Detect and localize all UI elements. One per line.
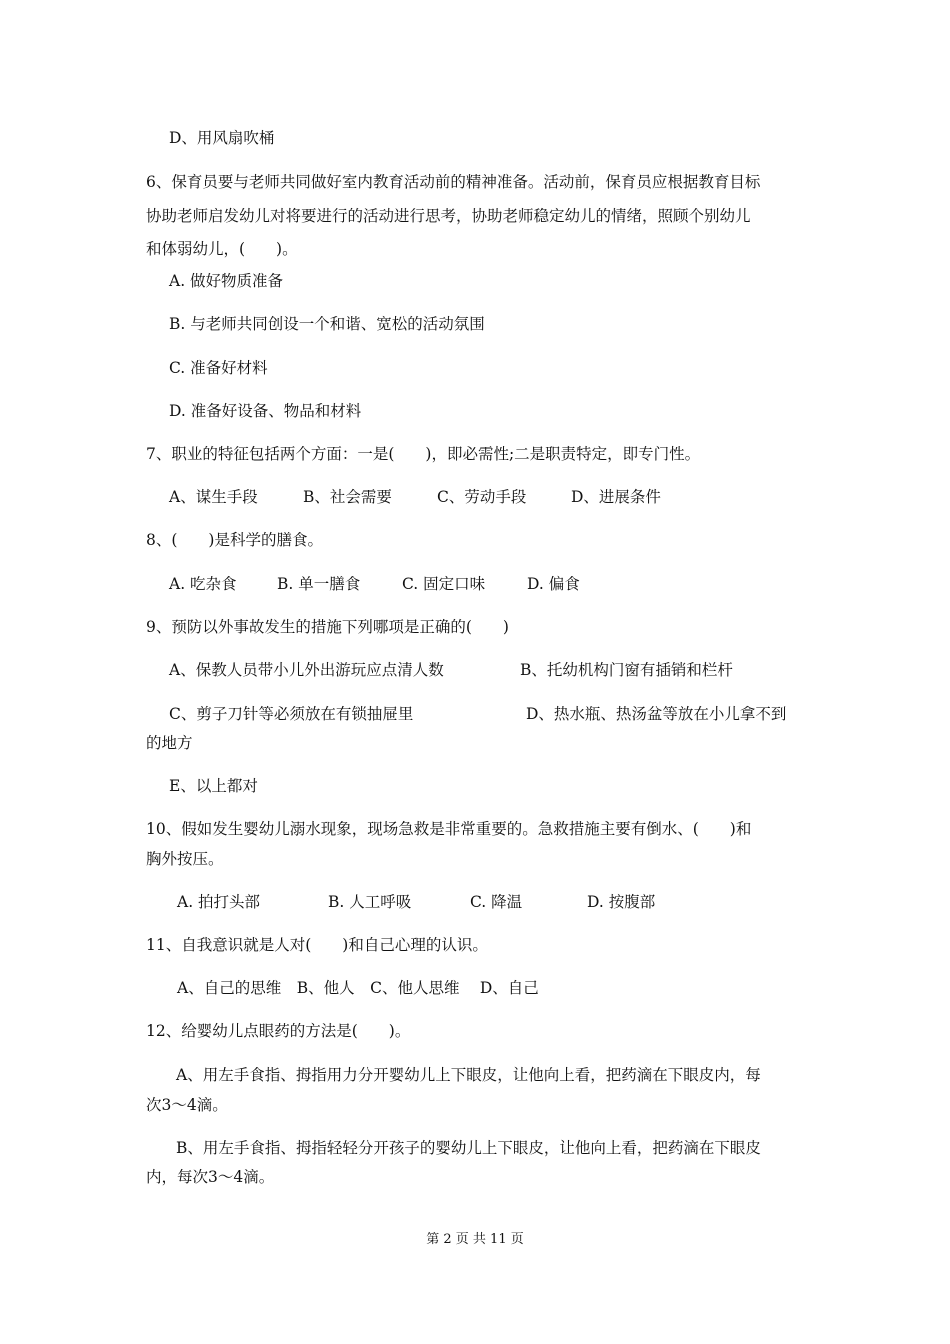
q12-option-a-line1: A、用左手食指、拇指用力分开婴幼儿上下眼皮，让他向上看，把药滴在下眼皮内，每 — [176, 1066, 761, 1084]
q6-option-b: B. 与老师共同创设一个和谐、宽松的活动氛围 — [169, 315, 485, 333]
q10-option-d: D. 按腹部 — [587, 893, 656, 911]
q10-text-line1: 10、假如发生婴幼儿溺水现象，现场急救是非常重要的。急救措施主要有倒水、( )和 — [146, 820, 752, 838]
q6-text-line3: 和体弱幼儿，( )。 — [146, 240, 298, 258]
q7-text: 7、职业的特征包括两个方面：一是( )，即必需性;二是职责特定，即专门性。 — [146, 445, 701, 463]
q7-option-d: D、进展条件 — [571, 488, 661, 506]
q12-option-b-line1: B、用左手食指、拇指轻轻分开孩子的婴幼儿上下眼皮，让他向上看，把药滴在下眼皮 — [176, 1139, 761, 1157]
q6-option-c: C. 准备好材料 — [169, 359, 268, 377]
q8-option-a: A. 吃杂食 — [169, 575, 237, 593]
q7-option-c: C、劳动手段 — [437, 488, 527, 506]
q8-text: 8、( )是科学的膳食。 — [146, 531, 323, 549]
q6-option-d: D. 准备好设备、物品和材料 — [169, 402, 362, 420]
q9-text: 9、预防以外事故发生的措施下列哪项是正确的( ) — [146, 618, 509, 636]
q10-option-c: C. 降温 — [470, 893, 523, 911]
q9-option-d: D、热水瓶、热汤盆等放在小儿拿不到 — [526, 705, 787, 723]
q11-options: A、自己的思维 B、他人 C、他人思维 D、自己 — [177, 979, 539, 997]
q9-option-a: A、保教人员带小儿外出游玩应点清人数 — [169, 661, 444, 679]
q6-text-line1: 6、保育员要与老师共同做好室内教育活动前的精神准备。活动前，保育员应根据教育目标 — [146, 173, 761, 191]
q9-option-c: C、剪子刀针等必须放在有锁抽屉里 — [169, 705, 414, 723]
page-footer: 第 2 页 共 11 页 — [426, 1232, 524, 1247]
q7-option-a: A、谋生手段 — [169, 488, 258, 506]
q6-text-line2: 协助老师启发幼儿对将要进行的活动进行思考，协助老师稳定幼儿的情绪，照顾个别幼儿 — [146, 207, 751, 225]
q6-option-a: A. 做好物质准备 — [169, 272, 284, 290]
q10-text-line2: 胸外按压。 — [146, 850, 224, 868]
q8-option-d: D. 偏食 — [527, 575, 580, 593]
q11-text: 11、自我意识就是人对( )和自己心理的认识。 — [146, 936, 488, 954]
q10-option-a: A. 拍打头部 — [177, 893, 261, 911]
q10-option-b: B. 人工呼吸 — [328, 893, 412, 911]
q9-option-b: B、托幼机构门窗有插销和栏杆 — [520, 661, 733, 679]
q7-option-b: B、社会需要 — [303, 488, 392, 506]
q5-option-d: D、用风扇吹桶 — [169, 129, 275, 147]
q9-option-d-wrap: 的地方 — [146, 734, 193, 752]
q12-text: 12、给婴幼儿点眼药的方法是( )。 — [146, 1022, 411, 1040]
q12-option-b-line2: 内，每次3～4滴。 — [146, 1168, 275, 1186]
q8-option-b: B. 单一膳食 — [277, 575, 361, 593]
q8-option-c: C. 固定口味 — [402, 575, 486, 593]
q9-option-e: E、以上都对 — [169, 777, 258, 795]
q12-option-a-line2: 次3～4滴。 — [146, 1096, 228, 1114]
